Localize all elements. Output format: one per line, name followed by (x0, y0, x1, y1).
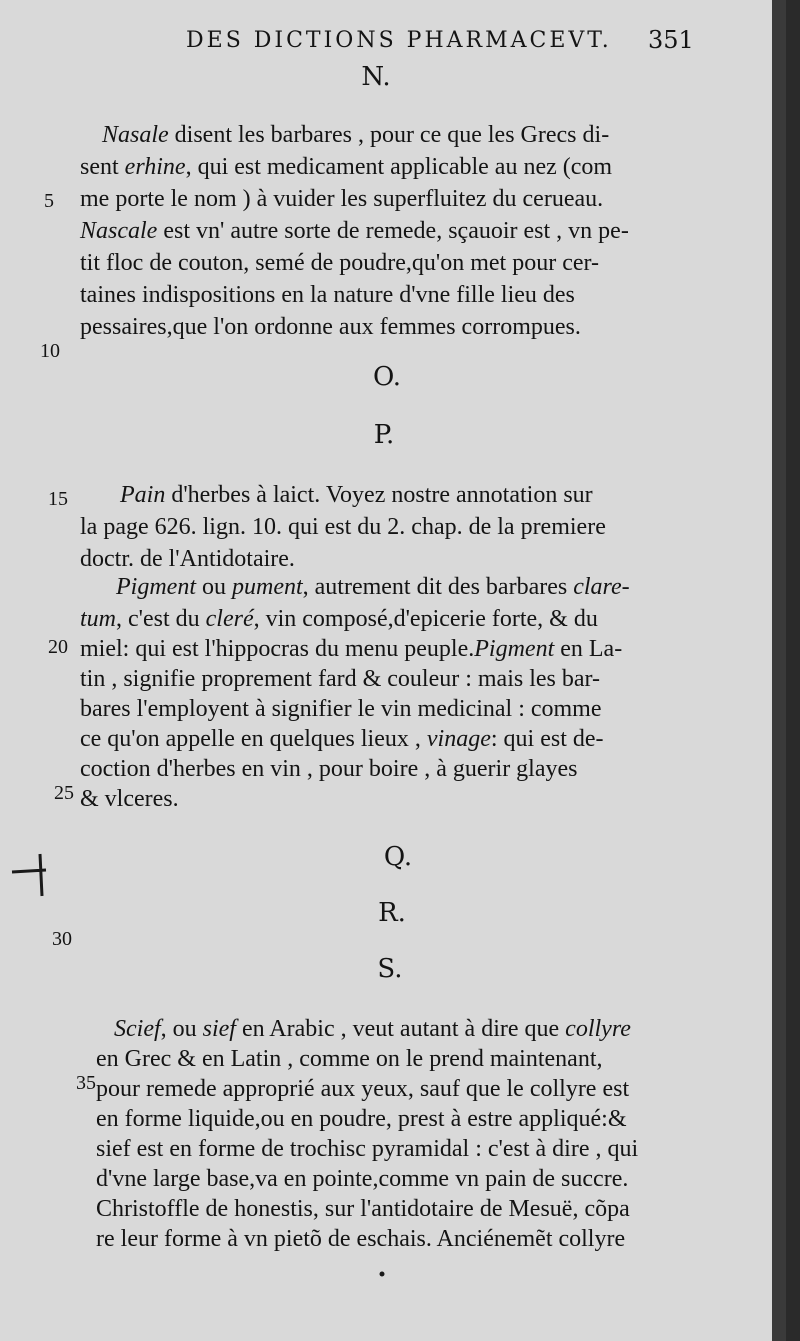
text-line: sent erhine, qui est medicament applicable au nez (com (80, 154, 613, 180)
margin-line-number: 15 (48, 488, 68, 510)
term: collyre (565, 1016, 631, 1042)
term: pument (231, 574, 303, 600)
section-letter-q: Q. (383, 842, 413, 872)
section-letter-o: O. (372, 362, 402, 392)
text-line: la page 626. lign. 10. qui est du 2. chap. de la premiere (80, 514, 606, 540)
margin-line-number: 25 (54, 782, 74, 804)
term: cleré (205, 606, 254, 632)
text-line: Christoffle de honestis, sur l'antidotaire de Mesuë, cõpa (96, 1196, 630, 1222)
text-line: d'vne large base,va en pointe,comme vn pain de succre. (96, 1166, 629, 1192)
margin-line-number: 30 (52, 928, 72, 950)
text-line: Nascale est vn' autre sorte de remede, sçauoir est , vn pe- (80, 218, 629, 244)
text-line: & vlceres. (80, 786, 179, 812)
text-line: bares l'employent à signifier le vin medicinal : comme (80, 696, 602, 722)
text-line: tin , signifie proprement fard & couleur : mais les bar- (80, 666, 601, 692)
ink-dot (378, 1270, 388, 1280)
term: clare- (573, 574, 630, 600)
text-line: me porte le nom ) à vuider les superfluitez du cerueau. (80, 186, 604, 212)
text-line: Pain d'herbes à laict. Voyez nostre annotation sur (120, 482, 593, 508)
headword: Pigment (474, 636, 555, 662)
text-line: re leur forme à vn pietõ de eschais. Anciénemẽt collyre (96, 1226, 626, 1252)
headword: Pain (120, 482, 166, 508)
term: tum (80, 606, 116, 632)
text-line: Scief, ou sief en Arabic , veut autant à dire que collyre (114, 1016, 631, 1042)
section-letter-n: N. (361, 62, 391, 92)
margin-line-number: 10 (40, 340, 60, 362)
text-line: doctr. de l'Antidotaire. (80, 546, 295, 572)
headword: Nascale (80, 218, 158, 244)
text-line: coction d'herbes en vin , pour boire , à guerir glayes (80, 756, 578, 782)
headword: Scief (114, 1016, 161, 1042)
section-letter-s: S. (377, 954, 403, 984)
text-line: en Grec & en Latin , comme on le prend maintenant, (96, 1046, 603, 1072)
text-line: tum, c'est du cleré, vin composé,d'epicerie forte, & du (80, 606, 598, 632)
text-line: en forme liquide,ou en poudre, prest à estre appliqué:& (96, 1106, 627, 1132)
headword: Pigment (116, 574, 196, 600)
margin-line-number: 5 (44, 190, 54, 212)
section-letter-p: P. (373, 420, 395, 450)
page-number: 351 (648, 26, 694, 54)
text-line: Nasale disent les barbares , pour ce que les Grecs di- (102, 122, 610, 148)
text-line: tit floc de couton, semé de poudre,qu'on met pour cer- (80, 250, 600, 276)
running-head: DES DICTIONS PHARMACEVT. (186, 28, 612, 53)
term: sief (202, 1016, 236, 1042)
headword: Nasale (102, 122, 169, 148)
margin-line-number: 35 (76, 1072, 96, 1094)
term: erhine (124, 154, 186, 180)
term: vinage (426, 726, 491, 752)
section-letter-r: R. (378, 898, 406, 928)
text-line: Pigment ou pument, autrement dit des barbares clare- (116, 574, 630, 600)
text-line: pessaires,que l'on ordonne aux femmes corrompues. (80, 314, 581, 340)
text-line: miel: qui est l'hippocras du menu peuple.Pigment en La- (80, 636, 623, 662)
text-line: pour remede approprié aux yeux, sauf que le collyre est (96, 1076, 630, 1102)
margin-line-number: 20 (48, 636, 68, 658)
text-line: taines indispositions en la nature d'vne fille lieu des (80, 282, 575, 308)
text-line: sief est en forme de trochisc pyramidal : c'est à dire , qui (96, 1136, 639, 1162)
text-line: ce qu'on appelle en quelques lieux , vinage: qui est de- (80, 726, 604, 752)
margin-stroke-mark (10, 850, 50, 900)
